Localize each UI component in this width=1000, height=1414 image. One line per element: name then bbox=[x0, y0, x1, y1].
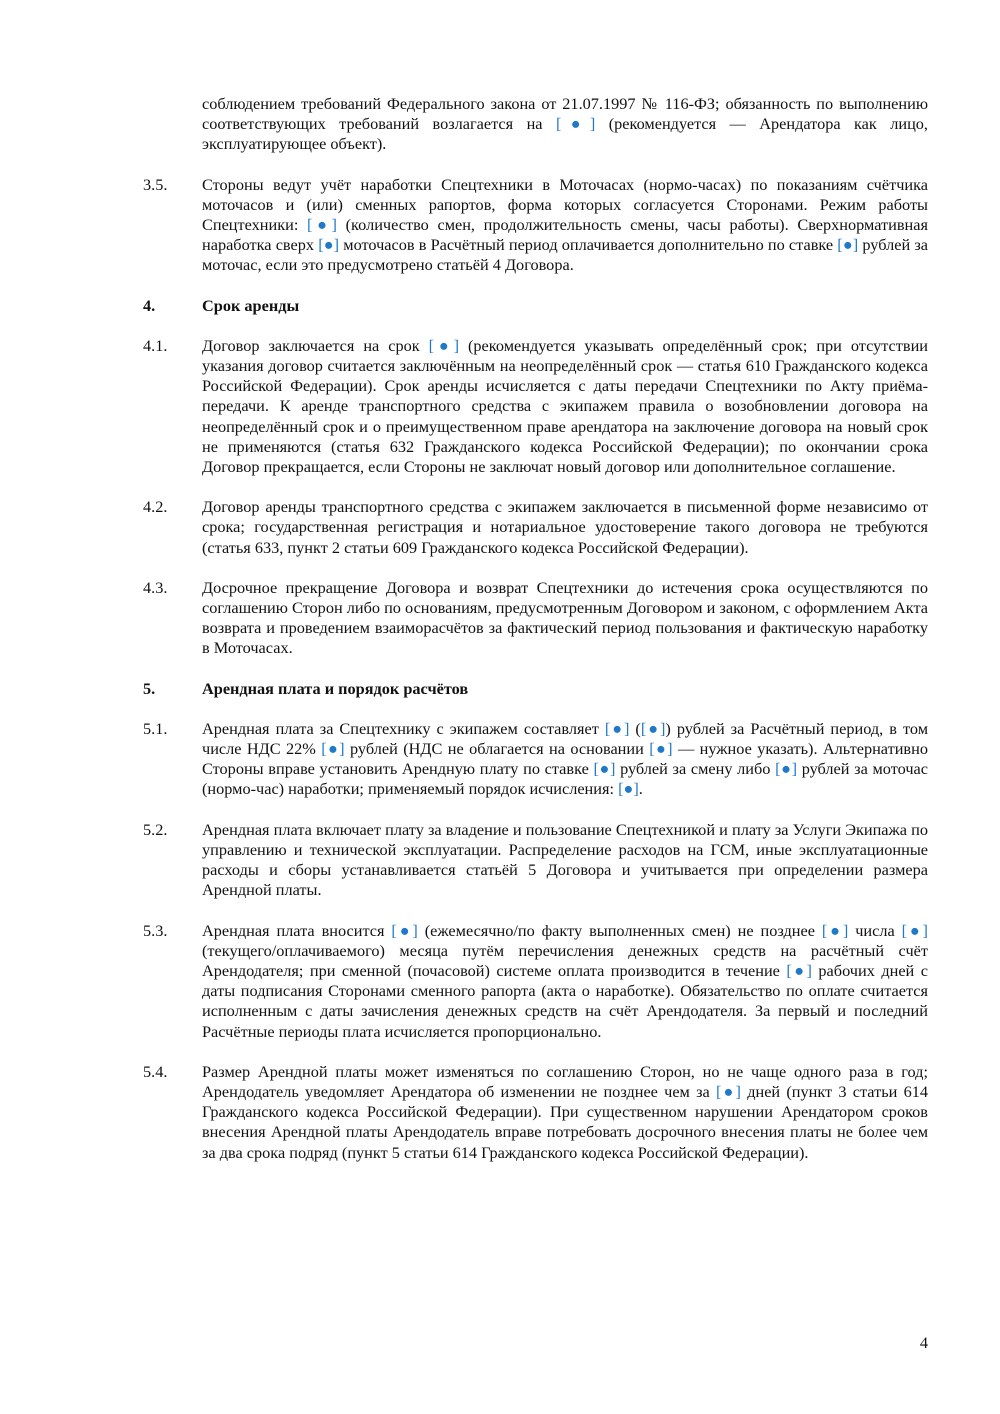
placeholder-marker: [●] bbox=[640, 718, 666, 738]
text-run: рублей за моточас, если это предусмотрено статьёй 4 Договора. bbox=[202, 235, 928, 275]
clause-number: 4.2. bbox=[143, 497, 168, 517]
text-run: Договор заключается на срок bbox=[202, 335, 429, 355]
placeholder-marker: [●] bbox=[391, 920, 418, 940]
clause bbox=[143, 1062, 928, 1163]
clause-text bbox=[202, 719, 928, 800]
placeholder-marker: [●] bbox=[321, 739, 345, 759]
text-run: (текущего/оплачиваемого) месяца путём перечисления денежных средств на расчётный счёт Арендодателя; при сменной (почасовой) системе оплата производится в течение bbox=[202, 940, 928, 980]
placeholder-marker: [●] bbox=[837, 235, 859, 255]
clause-number: 5.3. bbox=[143, 920, 168, 940]
text-run: рублей за смену либо bbox=[615, 759, 776, 779]
text-run: рублей за моточас (нормо-час) наработки; применяемый порядок исчисления: bbox=[202, 759, 928, 799]
clause bbox=[143, 921, 928, 1042]
text-run: Стороны ведут учёт наработки Спецтехники в Моточасах (нормо-часах) по показаниям счётчика моточасов и (или) сменных рапортов, форма которых согласуется Сторонами. Режим работы Спецтехники: bbox=[202, 174, 928, 235]
clause-text bbox=[202, 336, 928, 477]
section-number: 5. bbox=[143, 678, 156, 698]
clause-number: 4.3. bbox=[143, 577, 168, 597]
text-run: соблюдением требований Федерального закона от 21.07.1997 № 116-ФЗ; обязанность по выполнению соответствующих требований возлагается на bbox=[202, 94, 928, 134]
text-run: (количество смен, продолжительность смены, часы работы). Сверхнормативная наработка сверх bbox=[202, 215, 928, 255]
text-run: — нужное указать). Альтернативно Стороны вправе установить Арендную плату по ставке bbox=[202, 739, 928, 779]
clause-number: 5.4. bbox=[143, 1061, 168, 1081]
text-run: рабочих дней с даты подписания Сторонами сменного рапорта (акта о наработке). Обязательство по оплате считается исполненным с даты зачисления денежных средств на счёт Арендодателя. За первый и последний Расчётные периоды плата исчисляется пропорционально. bbox=[202, 960, 928, 1041]
clauses-list bbox=[143, 175, 928, 1163]
placeholder-marker: [●] bbox=[307, 215, 337, 235]
continuation-paragraph bbox=[202, 94, 928, 155]
placeholder-marker: [●] bbox=[604, 718, 630, 738]
clause-number: 3.5. bbox=[143, 174, 168, 194]
placeholder-marker: [●] bbox=[593, 759, 616, 779]
text-run: (ежемесячно/по факту выполненных смен) не позднее bbox=[417, 920, 822, 940]
section-heading bbox=[143, 296, 928, 316]
clause-number: 5.1. bbox=[143, 718, 168, 738]
clause bbox=[143, 497, 928, 558]
placeholder-marker: [●] bbox=[318, 235, 340, 255]
placeholder-marker: [●] bbox=[555, 114, 596, 134]
clause bbox=[143, 820, 928, 901]
clause bbox=[143, 175, 928, 276]
clause bbox=[143, 719, 928, 800]
placeholder-marker: [●] bbox=[821, 920, 849, 940]
text-run: моточасов в Расчётный период оплачивается дополнительно по ставке bbox=[339, 235, 838, 255]
section-number: 4. bbox=[143, 295, 156, 315]
text-run: ) рублей за Расчётный период, в том числе НДС 22% bbox=[202, 718, 928, 759]
text-run: Досрочное прекращение Договора и возврат Спецтехники до истечения срока осуществляются по соглашению Сторон либо по основаниям, предусмотренным Договором и законом, с оформлением Акта возврата и проведением взаиморасчётов за фактический период пользования и фактическую наработку в Моточасах. bbox=[202, 577, 928, 658]
placeholder-marker: [●] bbox=[901, 920, 928, 940]
clause-text bbox=[202, 921, 928, 1042]
text-run: Размер Арендной платы может изменяться по соглашению Сторон, но не чаще одного раза в год; Арендодатель уведомляет Арендатора об изменении не позднее чем за bbox=[202, 1061, 928, 1101]
page-number: 4 bbox=[919, 1333, 928, 1352]
placeholder-marker: [●] bbox=[775, 759, 798, 779]
text-run: числа bbox=[848, 920, 902, 940]
section-title: Срок аренды bbox=[202, 295, 300, 315]
clause-number: 5.2. bbox=[143, 819, 168, 839]
clause bbox=[143, 336, 928, 477]
text-run: . bbox=[638, 779, 643, 799]
placeholder-marker: [●] bbox=[786, 960, 812, 980]
text-run: Договор аренды транспортного средства с экипажем заключается в письменной форме независимо от срока; государственная регистрация и нотариальное удостоверение такого договора не требуются (статья 633, пункт 2 статьи 609 Гражданского кодекса Российской Федерации). bbox=[202, 497, 928, 557]
text-run: (рекомендуется указывать определённый срок; при отсутствии указания договор считается заключённым на неопределённый срок — статья 610 Гражданского кодекса Российской Федерации). Срок аренды исчисляется с даты передачи Спецтехники по Акту приёма-передачи. К аренде транспортного средства с экипажем правила о возобновлении договора на неопределённый срок и о преимущественном праве арендатора на заключение договора на новый срок не применяются (статья 632 Гражданского кодекса Российской Федерации); по окончании срока Договор прекращается, если Стороны не заключат новый договор или дополнительное соглашение. bbox=[202, 335, 929, 477]
text-run: (рекомендуется — Арендатора как лицо, эксплуатирующее объект). bbox=[202, 114, 928, 154]
placeholder-marker: [●] bbox=[649, 739, 673, 759]
document-body bbox=[143, 94, 928, 1163]
text-run: Арендная плата включает плату за владение и пользование Спецтехникой и плату за Услуги Экипажа по управлению и технической эксплуатации. Распределение расходов на ГСМ, иные эксплуатационные расходы и сборы устанавливается статьёй 5 Договора и учитывается при определении размера Арендной платы. bbox=[202, 819, 928, 900]
clause bbox=[143, 578, 928, 659]
clause-text bbox=[202, 578, 928, 659]
clause-text bbox=[202, 497, 928, 558]
placeholder-marker: [●] bbox=[428, 335, 460, 355]
text-run: Арендная плата вносится bbox=[202, 920, 392, 940]
clause-text bbox=[202, 175, 928, 276]
clause-text bbox=[202, 1062, 928, 1163]
section-heading bbox=[143, 679, 928, 699]
placeholder-marker: [●] bbox=[715, 1081, 741, 1101]
text-run: Арендная плата за Спецтехнику с экипажем составляет bbox=[202, 718, 605, 738]
clause-text bbox=[202, 820, 928, 901]
text-run: ( bbox=[629, 718, 641, 738]
text-run: дней (пункт 3 статьи 614 Гражданского кодекса Российской Федерации). При существенном нарушении Арендатором сроков внесения Арендной платы Арендодатель вправе потребовать досрочного внесения платы не более чем за два срока подряд (пункт 5 статьи 614 Гражданского кодекса Российской Федерации). bbox=[202, 1081, 928, 1162]
section-title: Арендная плата и порядок расчётов bbox=[202, 678, 469, 698]
placeholder-marker: [●] bbox=[618, 779, 639, 799]
text-run: рублей (НДС не облагается на основании bbox=[344, 739, 650, 759]
clause-number: 4.1. bbox=[143, 335, 168, 355]
